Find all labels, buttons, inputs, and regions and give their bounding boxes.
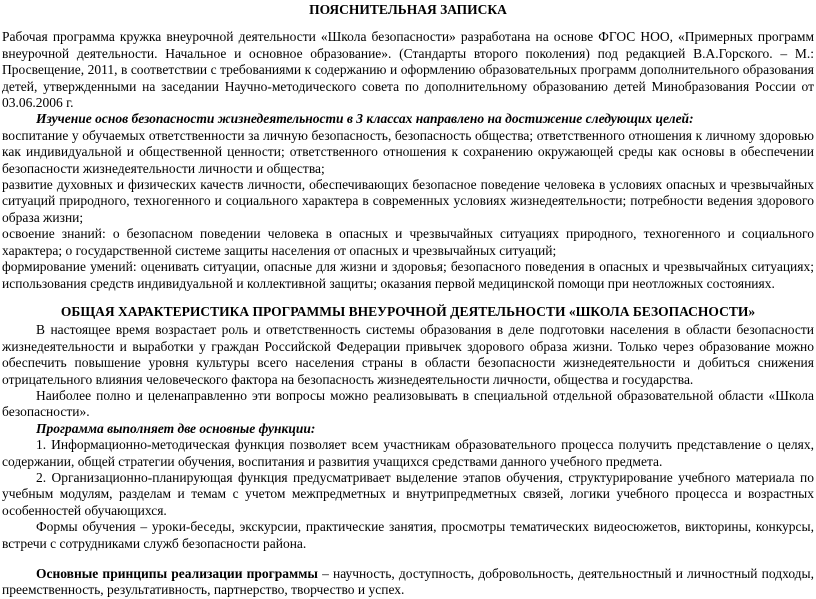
functions-heading: Программа выполняет две основные функции: [36,420,316,436]
goals-heading: Изучение основ безопасности жизнедеятельности в 3 классах направлено на достижение следующих целей: [36,111,694,127]
forms-paragraph: Формы обучения – уроки-беседы, экскурсии, практические занятия, просмотры тематических видеосюжетов, викторины, конкурсы, встречи с сотрудниками служб безопасности района. [2,519,814,551]
goal-item-1: воспитание у обучаемых ответственности за личную безопасность, безопасность общества; ответственного отношения к личному здоровью как индивидуальной и общественной ценности; ответственного отношения к сохранению окружающей среды как основы в обеспечении безопасности жизнедеятельности личности и общества; [2,127,814,176]
goal-item-4: формирование умений: оценивать ситуации, опасные для жизни и здоровья; безопасного поведения в опасных и чрезвычайных ситуациях; использования средств индивидуальной и коллективной защиты; оказания первой медицинской помощи при неотложных состояниях. [2,259,814,291]
function-item-2: 2. Организационно-планирующая функция предусматривает выделение этапов обучения, структурирование учебного материала по учебным модулям, разделам и темам с учетом межпредметных и внутрипредметных связей, логики учебного процесса и возрастных особенностей обучающихся. [2,469,814,518]
goal-item-3: освоение знаний: о безопасном поведении человека в опасных и чрезвычайных ситуациях природного, техногенного и социального характера; о государственной системе защиты населения от опасных и чрезвычайных ситуаций; [2,226,814,258]
principles-paragraph [2,566,814,599]
principles-text: – научность, доступность, добровольность, деятельностный и личностный подходы, преемственность, результативность, партнерство, творчество и успех. [2,566,814,598]
paragraph-role: В настоящее время возрастает роль и ответственность системы образования в деле подготовки населения в области безопасности жизнедеятельности и выработки у граждан Российской Федерации привычек здорового образа жизни. Только через образование можно обеспечить повышение уровня культуры всего населения страны в области безопасности жизнедеятельности и добиться снижения отрицательного влияния человеческого фактора на безопасность жизнедеятельности личности, общества и государства. [2,322,814,387]
document-title: ПОЯСНИТЕЛЬНАЯ ЗАПИСКА [309,2,507,17]
section-title: ОБЩАЯ ХАРАКТЕРИСТИКА ПРОГРАММЫ ВНЕУРОЧНОЙ ДЕЯТЕЛЬНОСТИ «ШКОЛА БЕЗОПАСНОСТИ» [60,303,756,319]
goal-item-2: развитие духовных и физических качеств личности, обеспечивающих безопасное поведение человека в условиях опасных и чрезвычайных ситуаций природного, техногенного и социального характера в современных условиях жизнедеятельности; потребности ведения здорового образа жизни; [2,177,814,225]
function-item-1: 1. Информационно-методическая функция позволяет всем участникам образовательного процесса получить представление о целях, содержании, общей стратегии обучения, воспитания и развития учащихся средствами данного учебного предмета. [2,437,814,469]
spacer [2,552,814,566]
intro-paragraph: Рабочая программа кружка внеурочной деятельности «Школа безопасности» разработана на основе ФГОС НОО, «Примерных программ внеурочной деятельности. Начальное и основное образование». (Стандарты второго поколения) под редакцией В.А.Горского. – М.: Просвещение, 2011, в соответствии с требованиями к содержанию и оформлению образовательных программ дополнительного образования детей, утвержденными на заседании Научно-методического совета по дополнительному образованию детей Минобразования России от 03.06.2006 г. [2,29,814,111]
principles-label: Основные принципы реализации программы [36,566,318,581]
paragraph-area: Наиболее полно и целенаправленно эти вопросы можно реализовывать в специальной отдельной образовательной области «Школа безопасности». [2,387,814,420]
